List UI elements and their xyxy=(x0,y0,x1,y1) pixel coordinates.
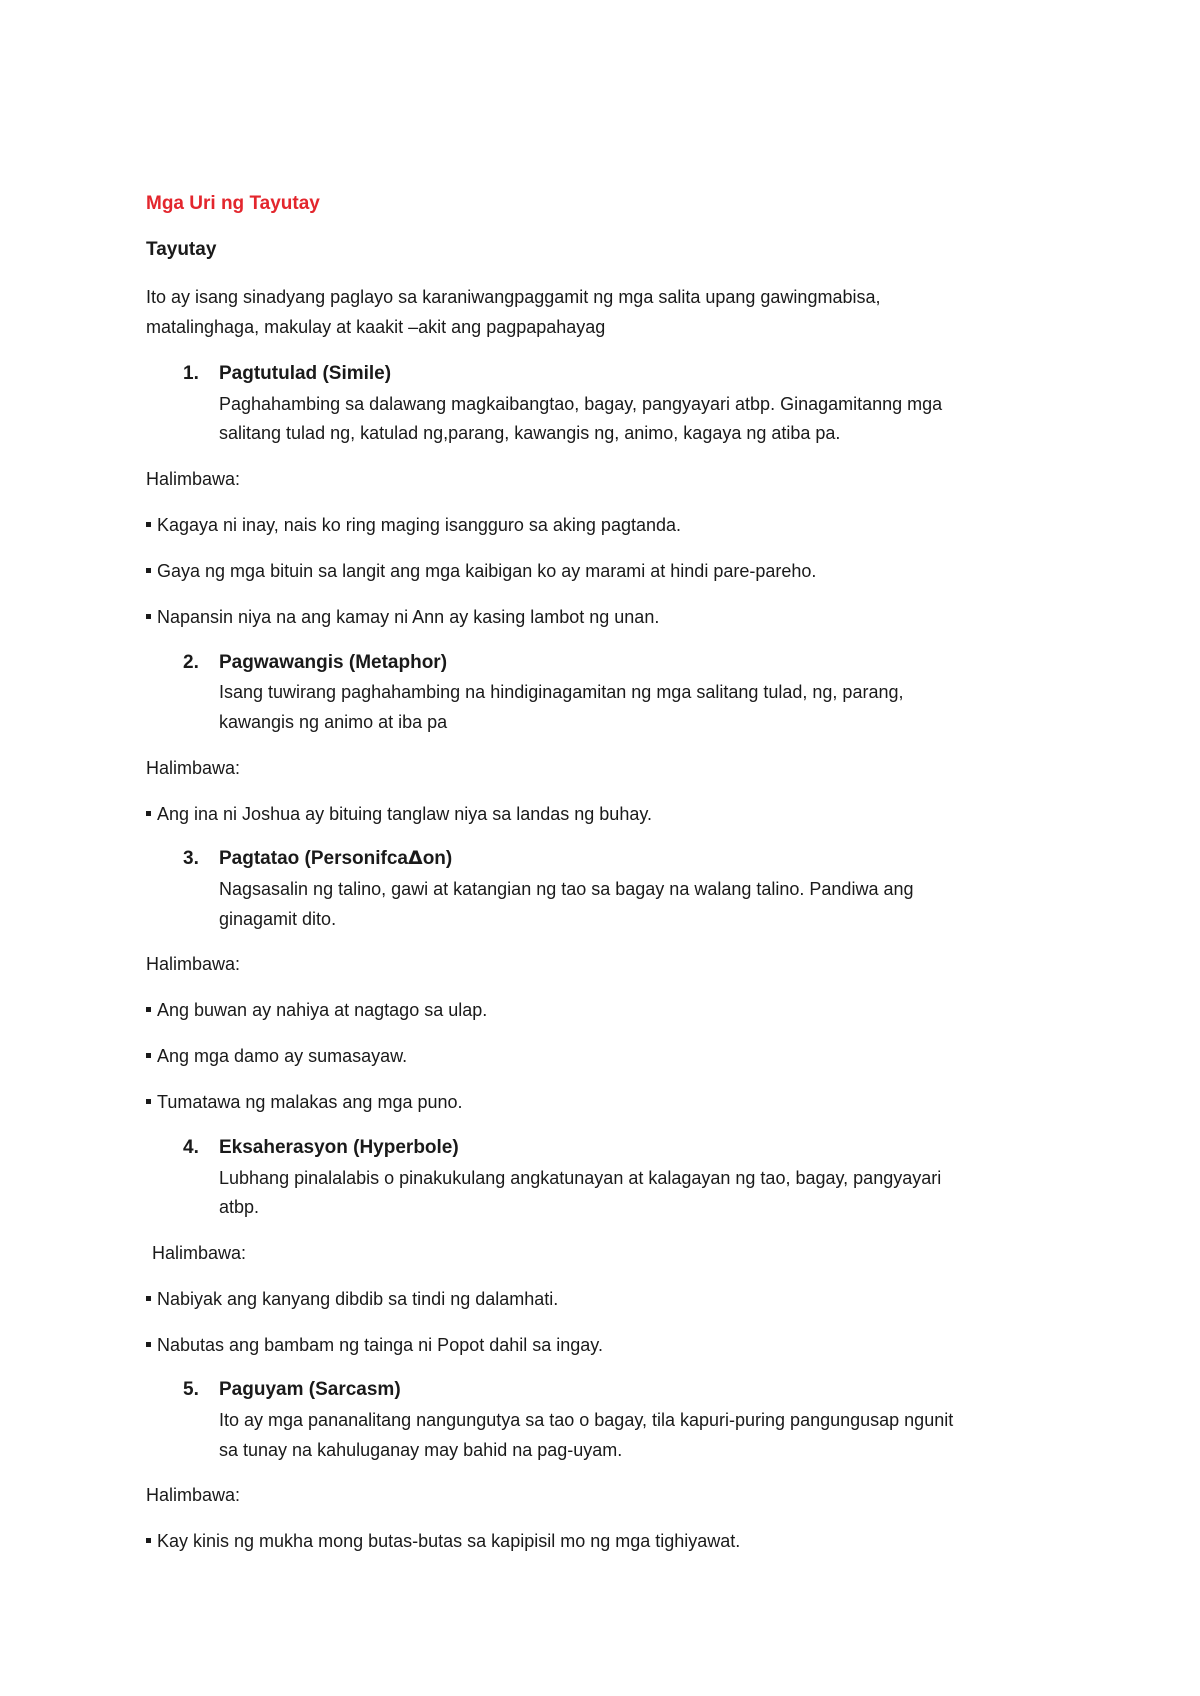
example-item: Kagaya ni inay, nais ko ring maging isangguro sa aking pagtanda. xyxy=(146,514,681,536)
example-item: Ang ina ni Joshua ay bituing tanglaw niya sa landas ng buhay. xyxy=(146,803,652,825)
example-label: Halimbawa: xyxy=(146,1485,241,1505)
example-label: Halimbawa: xyxy=(146,954,241,974)
intro-line: matalinghaga, makulay at kaakit –akit ang pagpapahayag xyxy=(146,317,606,337)
list-description-line: Ito ay mga pananalitang nangungutya sa tao o bagay, tila kapuri-puring pangungusap ngunit xyxy=(219,1410,954,1430)
list-description-line: atbp. xyxy=(219,1197,260,1217)
intro-line: Ito ay isang sinadyang paglayo sa karaniwangpaggamit ng mga salita upang gawingmabisa, xyxy=(146,287,881,307)
list-number: 1. xyxy=(183,363,199,384)
example-item: Gaya ng mga bituin sa langit ang mga kaibigan ko ay marami at hindi pare-pareho. xyxy=(146,560,816,582)
list-number: 2. xyxy=(183,652,199,673)
list-description-line: sa tunay na kahuluganay may bahid na pag-uyam. xyxy=(219,1440,623,1460)
example-item: Nabiyak ang kanyang dibdib sa tindi ng dalamhati. xyxy=(146,1288,558,1310)
list-heading: Pagwawangis (Metaphor) xyxy=(219,652,448,673)
bullet-icon xyxy=(146,1007,151,1012)
bullet-icon xyxy=(146,811,151,816)
example-item: Kay kinis ng mukha mong butas-butas sa kapipisil mo ng mga tighiyawat. xyxy=(146,1530,740,1552)
example-item: Ang buwan ay nahiya at nagtago sa ulap. xyxy=(146,999,487,1021)
document-title: Mga Uri ng Tayutay xyxy=(146,193,320,214)
bullet-icon xyxy=(146,1296,151,1301)
list-description-line: salitang tulad ng, katulad ng,parang, kawangis ng, animo, kagaya ng atiba pa. xyxy=(219,423,841,443)
list-heading: Pagtutulad (Simile) xyxy=(219,363,392,384)
list-number: 4. xyxy=(183,1137,199,1158)
list-description-line: Nagsasalin ng talino, gawi at katangian ng tao sa bagay na walang talino. Pandiwa ang xyxy=(219,879,914,899)
list-description-line: Lubhang pinalalabis o pinakukulang angkatunayan at kalagayan ng tao, bagay, pangyayari xyxy=(219,1168,942,1188)
example-item: Nabutas ang bambam ng tainga ni Popot dahil sa ingay. xyxy=(146,1334,603,1356)
list-number: 5. xyxy=(183,1379,199,1400)
example-label: Halimbawa: xyxy=(146,469,241,489)
example-item: Napansin niya na ang kamay ni Ann ay kasing lambot ng unan. xyxy=(146,606,659,628)
example-item: Ang mga damo ay sumasayaw. xyxy=(146,1045,407,1067)
bullet-icon xyxy=(146,1342,151,1347)
example-item: Tumatawa ng malakas ang mga puno. xyxy=(146,1091,463,1113)
bullet-icon xyxy=(146,522,151,527)
list-number: 3. xyxy=(183,848,199,869)
bullet-icon xyxy=(146,1099,151,1104)
list-heading: Pagtatao (Personifcaᐃon) xyxy=(219,848,453,869)
bullet-icon xyxy=(146,614,151,619)
list-heading: Paguyam (Sarcasm) xyxy=(219,1379,401,1400)
list-description-line: Paghahambing sa dalawang magkaibangtao, bagay, pangyayari atbp. Ginagamitanng mga xyxy=(219,394,943,414)
bullet-icon xyxy=(146,1053,151,1058)
bullet-icon xyxy=(146,568,151,573)
list-description-line: Isang tuwirang paghahambing na hindiginagamitan ng mga salitang tulad, ng, parang, xyxy=(219,682,904,702)
list-description-line: ginagamit dito. xyxy=(219,909,337,929)
list-description-line: kawangis ng animo at iba pa xyxy=(219,712,448,732)
section-subtitle: Tayutay xyxy=(146,239,217,260)
bullet-icon xyxy=(146,1538,151,1543)
example-label: Halimbawa: xyxy=(146,758,241,778)
example-label: Halimbawa: xyxy=(152,1243,247,1263)
list-heading: Eksaherasyon (Hyperbole) xyxy=(219,1137,459,1158)
